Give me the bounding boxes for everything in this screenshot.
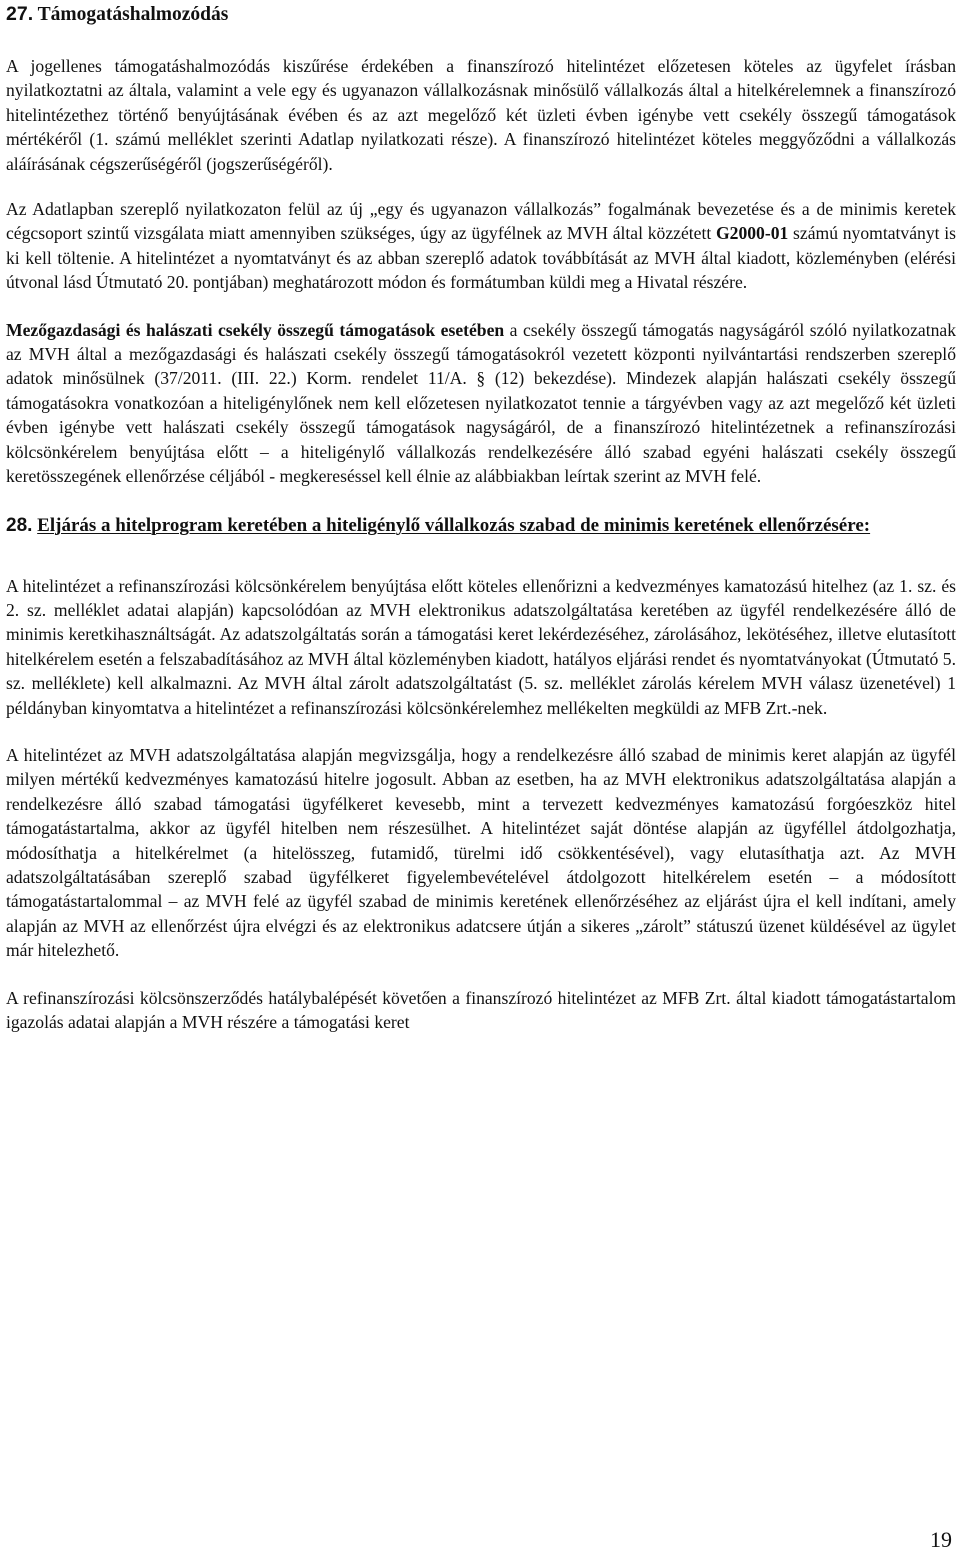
section-27-number: 27. <box>6 3 34 25</box>
section-27-paragraph-2-part-a: Az Adatlapban szereplő nyilatkozaton felül az új „egy és ugyanazon vállalkozás” fogalmának bevezetése és a de minimis keretek cégcsoport szintű vizsgálata miatt amennyiben szükséges, úgy az ügyfélnek az MVH által közzétett <box>6 199 956 244</box>
page-number: 19 <box>930 1527 952 1552</box>
section-27-paragraph-1: A jogellenes támogatáshalmozódás kiszűrése érdekében a finanszírozó hitelintézet előzetesen köteles az ügyfelet írásban nyilatkoztatni az általa, valamint a vele egy és ugyanazon vállalkozásnak minősülő vállalkozás által a hitelkérelemnek a finanszírozó hitelintézethez történő benyújtásának évében és az azt megelőző két üzleti évben igénybe vett csekély összegű támogatások mértékéről (1. számú melléklet szerinti Adatlap nyilatkozati része). A finanszírozó hitelintézet köteles meggyőződni a vállalkozás aláírásának cégszerűségéről (jogszerűségéről). <box>6 56 956 174</box>
section-27-paragraph-3 <box>6 318 956 489</box>
section-27-paragraph-3-rest: a csekély összegű támogatás nagyságáról szóló nyilatkozatnak az MVH által a mezőgazdasági és halászati csekély összegű támogatásokról vezetett központi nyilvántartási rendszerben szereplő adatok minősülnek (37/2011. (III. 22.) Korm. rendelet 11/A. § (12) bekezdése). Mindezek alapján halászati csekély összegű támogatásokra vonatkozóan a hiteligénylőnek nem kell előzetesen nyilatkozatot tennie a tárgyévben vagy az azt megelőző két üzleti évben igénybe vett halászati csekély összegű támogatások nagyságáról, de a finanszírozó hitelintézetnek a refinanszírozási kölcsönkérelem benyújtása előtt – a hiteligénylő vállalkozás rendelkezésére álló szabad egyéni halászati csekély összegű keretösszegének ellenőrzése céljából - megkereséssel kell élnie az alábbiakban leírtak szerint az MVH felé. <box>6 319 956 487</box>
section-27-paragraph-2 <box>6 197 956 295</box>
agri-fishery-emphasis: Mezőgazdasági és halászati csekély összegű támogatások esetében <box>6 319 505 340</box>
form-code-g2000-01: G2000-01 <box>715 223 789 244</box>
section-28-number: 28. <box>6 514 33 536</box>
section-27-heading <box>6 2 956 27</box>
section-27-paragraph-2-part-b: számú nyomtatványt is ki kell töltenie. A hitelintézet a nyomtatványt és az abban szereplő adatok továbbítását az MVH által kiadott, közleményben (elérési útvonal lásd Útmutató 20. pontjában) meghatározott módon és formátumban küldi meg a Hivatal részére. <box>6 223 956 293</box>
section-27-title: Támogatáshalmozódás <box>37 4 229 25</box>
section-28-paragraph-3: A refinanszírozási kölcsönszerződés hatálybalépését követően a finanszírozó hitelintézet az MFB Zrt. által kiadott támogatástartalom igazolás adatai alapján a MVH részére a támogatási keret <box>6 987 956 1032</box>
section-28-heading <box>6 513 956 539</box>
section-28-paragraph-2: A hitelintézet az MVH adatszolgáltatása alapján megvizsgálja, hogy a rendelkezésre álló szabad de minimis keret alapján az ügyfél milyen mértékű kedvezményes kamatozású hitelre jogosult. Abban az esetben, ha az MVH elektronikus adatszolgáltatása alapján a rendelkezésre álló szabad támogatási ügyfélkeret kevesebb, mint a tervezett kedvezményes kamatozású forgóeszköz hitel támogatástartalma, akkor az ügyfél hitelben nem részesülhet. A hitelintézet saját döntése alapján az ügyféllel átdolgozhatja, módosíthatja a hitelkérelmet (a hitelösszeg, futamidő, türelmi idő csökkentésével), vagy elutasíthatja azt. Az MVH adatszolgáltatásában szereplő szabad ügyfélkeret figyelembevételével átdolgozott hitelkérelem esetén – a módosított támogatástartalommal – az MVH felé az ügyfél szabad de minimis keretének ellenőrzéséhez az eljárást újra el kell indítani, amely alapján az MVH az ellenőrzést újra elvégzi és az elektronikus adatcsere útján a sikeres „zárolt” státuszú üzenet küldésével az ügylet már hitelezhető. <box>6 744 956 961</box>
section-28-title: Eljárás a hitelprogram keretében a hiteligénylő vállalkozás szabad de minimis keretének ellenőrzésére: <box>37 514 871 536</box>
section-28-paragraph-1: A hitelintézet a refinanszírozási kölcsönkérelem benyújtása előtt köteles ellenőrizni a kedvezményes kamatozású hitelhez (az 1. sz. és 2. sz. melléklet adatai alapján) kapcsolódóan az MVH elektronikus adatszolgáltatása keretében az ügyfél rendelkezésére álló de minimis keretkihasználtságát. Az adatszolgáltatás során a támogatási keret lekérdezéséhez, zárolásához, lekötéséhez, illetve elutasított hitelkérelem esetén a felszabadításához az MVH által közleményben kiadott, hatályos eljárási rendet és nyomtatványokat (Útmutató 5. sz. melléklete) kell alkalmazni. Az MVH által zárolt adatszolgáltatást (5. sz. melléklet zárolás kérelem MVH válasz üzenetével) 1 példányban kinyomtatva a hitelintézet a refinanszírozási kölcsönkérelemhez mellékelten megküldi az MFB Zrt.-nek. <box>6 575 956 718</box>
document-page <box>6 0 956 1034</box>
